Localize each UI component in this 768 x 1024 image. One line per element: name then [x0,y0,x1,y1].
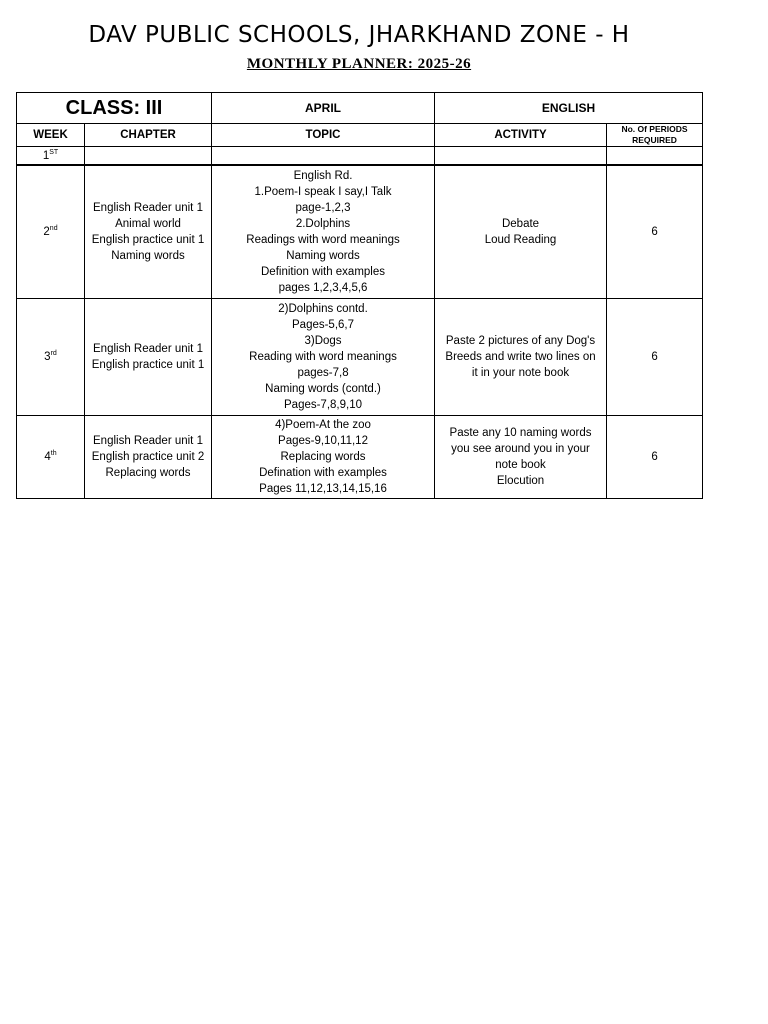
topic-cell [212,299,435,416]
topic-cell [212,165,435,299]
month-label: APRIL [212,93,435,124]
activity-line: Paste any 10 naming words [449,427,592,439]
page-title: DAV PUBLIC SCHOOLS, JHARKHAND ZONE - H [88,22,630,48]
week-cell [17,147,85,166]
chapter-line: English Reader unit 1 [93,343,203,355]
subject-label: ENGLISH [435,93,703,124]
chapter-line: English Reader unit 1 [93,202,203,214]
table-row [17,299,703,416]
topic-line: Readings with word meanings [246,234,400,246]
activity-line: it in your note book [471,367,570,379]
periods-header-line2: REQUIRED [632,135,677,145]
column-header-week: WEEK [17,124,85,147]
topic-line: Pages-9,10,11,12 [278,435,368,447]
topic-line: 1.Poem-I speak I say,I Talk [254,186,392,198]
class-header-row [17,93,703,124]
column-header-row [17,124,703,147]
week-number: 1 [42,149,50,162]
chapter-line: Animal world [115,218,181,230]
topic-line: Naming words [286,250,360,262]
week-number: 2 [43,226,50,238]
periods-cell: 6 [607,416,703,499]
topic-cell [212,147,435,166]
topic-line: English Rd. [293,170,353,182]
table-row [17,147,703,166]
topic-line: pages-7,8 [297,367,349,379]
periods-header-line1: No. Of PERIODS [621,124,688,134]
chapter-cell [85,299,212,416]
chapter-line: English practice unit 1 [91,359,205,371]
chapter-cell [85,165,212,299]
periods-cell [607,147,703,166]
activity-line: Loud Reading [484,234,557,246]
activity-line: Paste 2 pictures of any Dog's [445,335,596,347]
week-suffix: rd [50,350,57,358]
activity-cell [435,299,607,416]
planner-table [16,92,703,499]
chapter-cell [85,147,212,166]
week-suffix: th [50,450,57,458]
page-subtitle: MONTHLY PLANNER: 2025-26 [246,56,472,72]
topic-line: Reading with word meanings [249,351,397,363]
week-suffix: ST [49,148,59,156]
week-number: 3 [44,351,51,363]
topic-line: Pages-7,8,9,10 [284,399,363,411]
table-row [17,416,703,499]
activity-line: you see around you in your [451,443,590,455]
activity-line: note book [495,459,546,471]
topic-line: 2)Dolphins contd. [278,303,368,315]
column-header-chapter: CHAPTER [85,124,212,147]
topic-line: Definition with examples [261,266,386,278]
activity-cell [435,416,607,499]
topic-line: Defination with examples [259,467,387,479]
chapter-line: English practice unit 1 [91,234,205,246]
activity-line: Debate [501,218,540,230]
activity-cell [435,147,607,166]
periods-cell: 6 [607,299,703,416]
topic-line: page-1,2,3 [295,202,351,214]
topic-line: Replacing words [280,451,366,463]
topic-line: 2.Dolphins [295,218,351,230]
topic-cell [212,416,435,499]
topic-line: pages 1,2,3,4,5,6 [278,282,368,294]
topic-line: 4)Poem-At the zoo [275,419,371,431]
topic-line: Naming words (contd.) [265,383,381,395]
topic-line: Pages-5,6,7 [292,319,355,331]
week-cell [17,416,85,499]
week-cell [17,299,85,416]
chapter-line: English practice unit 2 [91,451,205,463]
chapter-line: Replacing words [105,467,191,479]
class-label: CLASS: III [17,93,212,124]
table-row [17,165,703,299]
week-cell [17,165,85,299]
periods-cell: 6 [607,165,703,299]
week-number: 4 [44,451,51,463]
activity-line: Breeds and write two lines on [445,351,596,363]
chapter-line: Naming words [111,250,185,262]
chapter-line: English Reader unit 1 [93,435,203,447]
column-header-activity: ACTIVITY [435,124,607,147]
column-header-topic: TOPIC [212,124,435,147]
column-header-periods [607,124,703,147]
week-suffix: nd [49,225,58,233]
chapter-cell [85,416,212,499]
topic-line: Pages 11,12,13,14,15,16 [259,483,387,495]
topic-line: 3)Dogs [304,335,342,347]
activity-line: Elocution [496,475,545,487]
activity-cell [435,165,607,299]
